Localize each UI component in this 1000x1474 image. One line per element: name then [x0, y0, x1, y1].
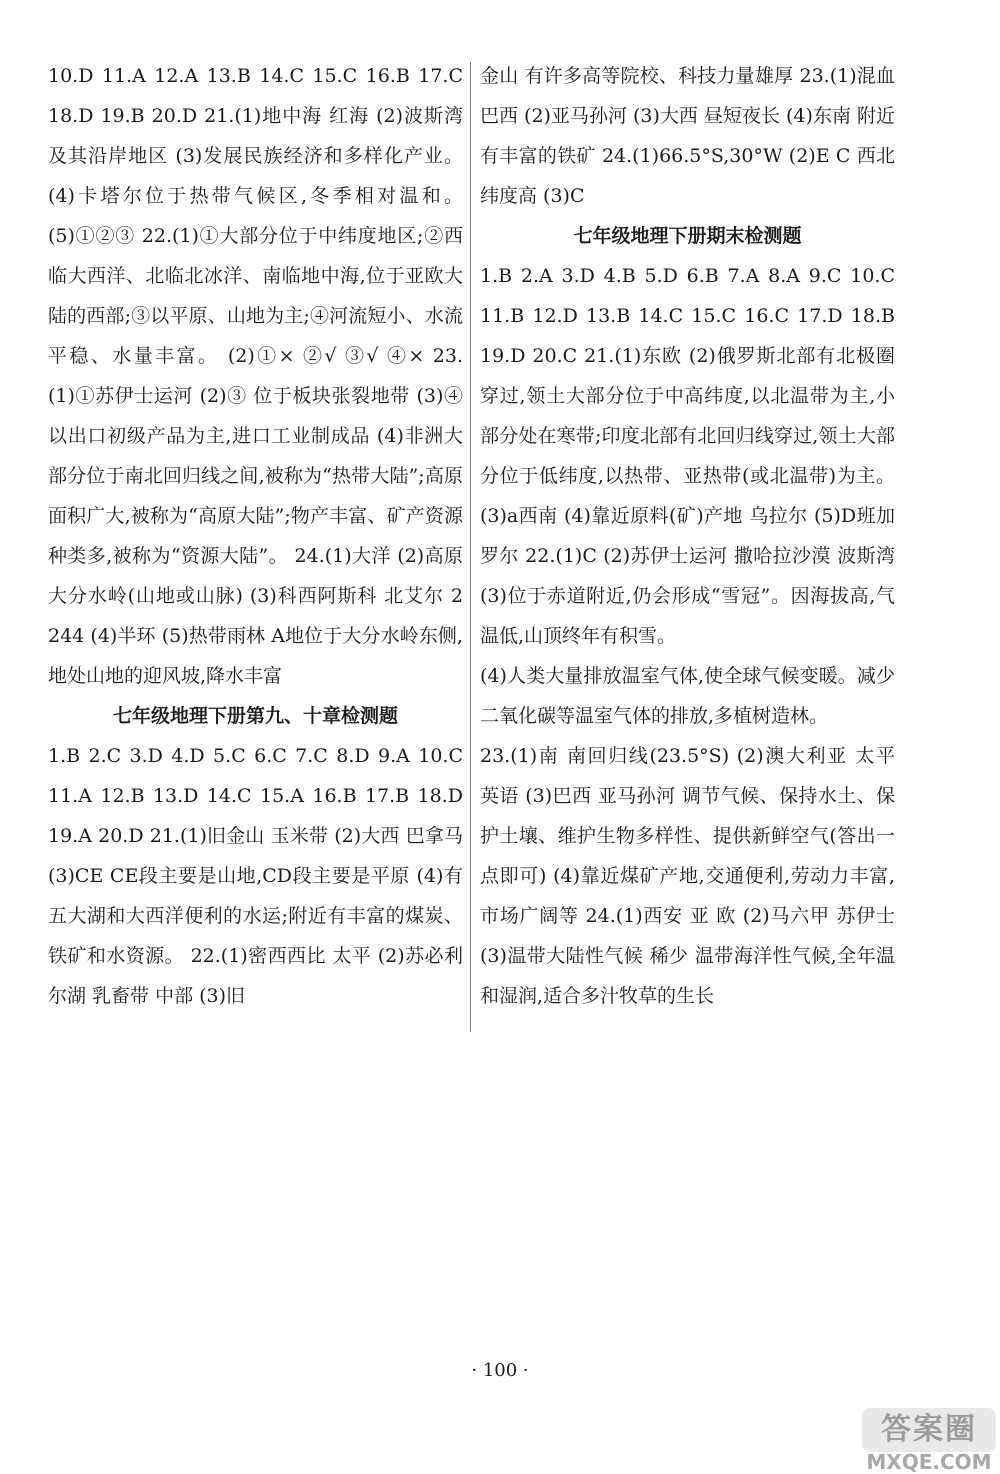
section-title-ch9-10: 七年级地理下册第九、十章检测题: [112, 705, 398, 727]
right-column: [480, 56, 895, 1016]
watermark-logo: 答案圈: [862, 1408, 996, 1452]
page-number: · 100 ·: [471, 1360, 529, 1381]
answers-block-continued: 10.D 11.A 12.A 13.B 14.C 15.C 16.B 17.C 18.D 19.B 20.D 21.(1)地中海 红海 (2)波斯湾及其沿岸地区 (3)发展民族经济和多样化产业。 (4)卡塔尔位于热带气候区,冬季相对温和。 (5)①②③ 22.(1)①大部分位于中纬度地区;②西临大西洋、北临北冰洋、南临地中海,位于亚欧大陆的西部;③以平原、山地为主;④河流短小、水流平稳、水量丰富。 (2)①× ②√ ③√ ④× 23.(1)①苏伊士运河 (2)③ 位于板块张裂地带 (3)④ 以出口初级产品为主,进口工业制成品 (4)非洲大部分位于南北回归线之间,被称为“热带大陆”;高原面积广大,被称为“高原大陆”;物产丰富、矿产资源种类多,被称为“资源大陆”。 24.(1)大洋 (2)高原 大分水岭(山地或山脉) (3)科西阿斯科 北艾尔 2 244 (4)半环 (5)热带雨林 A地位于大分水岭东侧,地处山地的迎风坡,降水丰富: [48, 65, 463, 687]
answers-block-final-exam-23-24: 23.(1)南 南回归线(23.5°S) (2)澳大利亚 太平 英语 (3)巴西 亚马孙河 调节气候、保持水土、保护土壤、维护生物多样性、提供新鲜空气(答出一点即可) (4)靠近煤矿产地,交通便利,劳动力丰富,市场广阔等 24.(1)西安 亚 欧 (2)马六甲 苏伊士 (3)温带大陆性气候 稀少 温带海洋性气候,全年温和湿润,适合多汁牧草的生长: [480, 745, 895, 1007]
section-title-final-exam: 七年级地理下册期末检测题: [573, 225, 802, 247]
answers-block-final-exam: 1.B 2.A 3.D 4.B 5.D 6.B 7.A 8.A 9.C 10.C 11.B 12.D 13.B 14.C 15.C 16.C 17.D 18.B 19.D 20.C 21.(1)东欧 (2)俄罗斯北部有北极圈穿过,领土大部分位于中高纬度,以北温带为主,小部分处在寒带;印度北部有北回归线穿过,领土大部分位于低纬度,以热带、亚热带(或北温带)为主。 (3)a西南 (4)靠近原料(矿)产地 乌拉尔 (5)D班加罗尔 22.(1)C (2)苏伊士运河 撒哈拉沙漠 波斯湾 (3)位于赤道附近,仍会形成“雪冠”。因海拔高,气温低,山顶终年有积雪。: [480, 265, 895, 647]
watermark-url: MXQE.COM: [866, 1450, 992, 1474]
left-column: [48, 56, 463, 1016]
answers-block-ch9-10-cont: 金山 有许多高等院校、科技力量雄厚 23.(1)混血 巴西 (2)亚马孙河 (3)大西 昼短夜长 (4)东南 附近有丰富的铁矿 24.(1)66.5°S,30°W (2)E C 西北 纬度高 (3)C: [480, 65, 895, 207]
watermark: [858, 1408, 1000, 1474]
answers-block-final-exam-4: (4)人类大量排放温室气体,使全球气候变暖。减少二氧化碳等温室气体的排放,多植树造林。: [480, 665, 895, 727]
column-divider: [470, 62, 471, 1032]
answers-block-ch9-10: 1.B 2.C 3.D 4.D 5.C 6.C 7.C 8.D 9.A 10.C 11.A 12.B 13.D 14.C 15.A 16.B 17.B 18.D 19.A 20.D 21.(1)旧金山 玉米带 (2)大西 巴拿马 (3)CE CE段主要是山地,CD段主要是平原 (4)有五大湖和大西洋便利的水运;附近有丰富的煤炭、铁矿和水资源。 22.(1)密西西比 太平 (2)苏必利尔湖 乳畜带 中部 (3)旧: [48, 745, 463, 1007]
